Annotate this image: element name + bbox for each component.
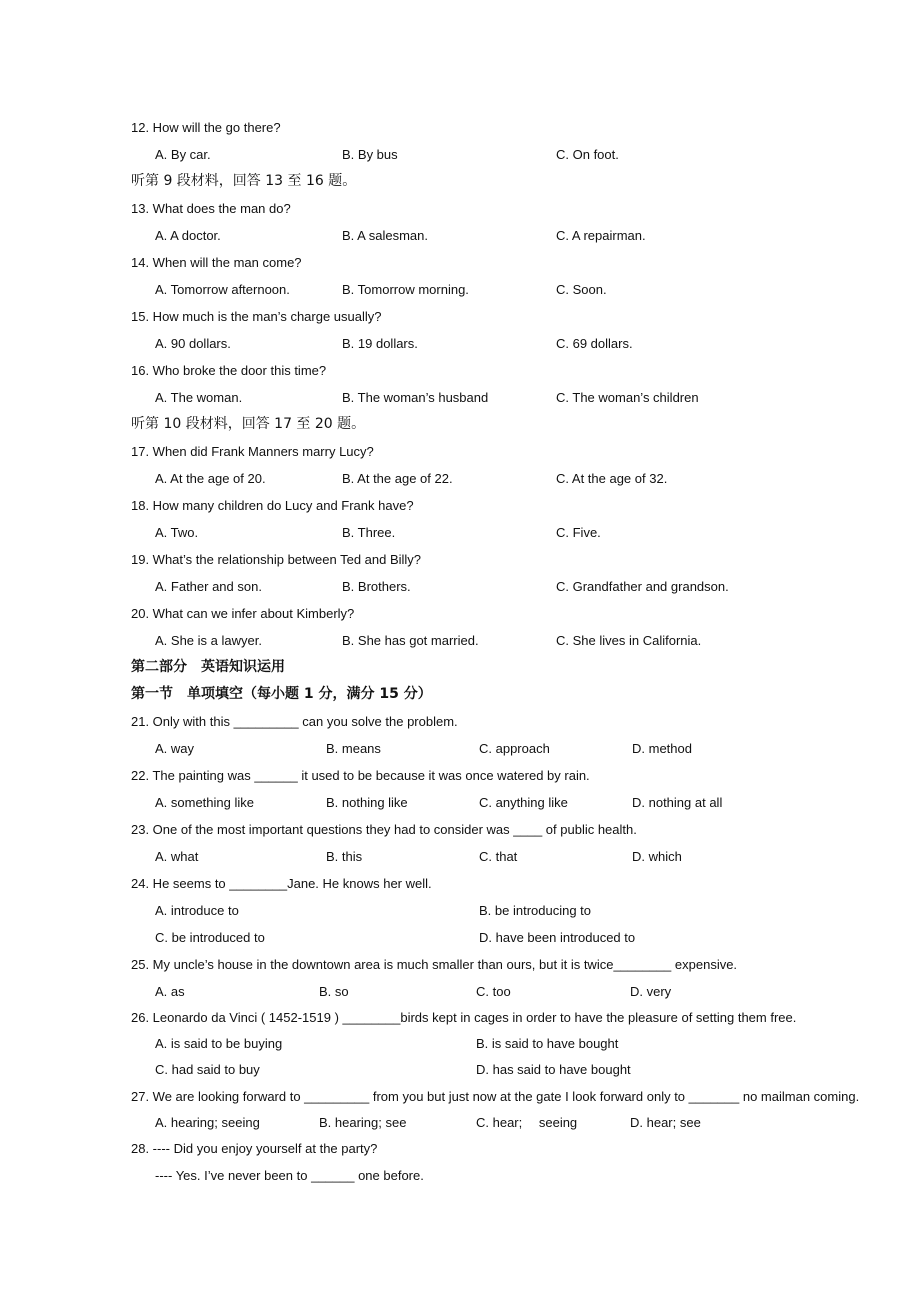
option-c: C. approach xyxy=(479,741,550,756)
question-16 xyxy=(0,357,920,384)
question-21 xyxy=(0,708,920,735)
option-a: A. The woman. xyxy=(155,390,243,405)
question-22 xyxy=(0,762,920,789)
question-stem: 21. Only with this _________ can you solve the problem. xyxy=(131,714,458,729)
question-20-options xyxy=(0,627,920,654)
option-b: B. nothing like xyxy=(326,795,408,810)
option-b: B. hearing; see xyxy=(319,1115,407,1130)
section-text: 听第 10 段材料，回答 17 至 20 题。 xyxy=(131,416,366,432)
option-a: A. something like xyxy=(155,795,254,810)
option-b: B. Three. xyxy=(342,525,396,540)
question-24 xyxy=(0,870,920,897)
option-c: C. that xyxy=(479,849,518,864)
question-28 xyxy=(0,1135,920,1162)
question-stem: 27. We are looking forward to _________ from you but just now at the gate I look forward only to _______ no mailman coming. xyxy=(131,1089,860,1104)
option-a: A. Father and son. xyxy=(155,579,262,594)
option-b: B. She has got married. xyxy=(342,633,479,648)
question-18-options xyxy=(0,519,920,546)
option-c: C. At the age of 32. xyxy=(556,471,668,486)
question-24-options-row2 xyxy=(0,924,920,951)
question-14-options xyxy=(0,276,920,303)
option-b: B. this xyxy=(326,849,363,864)
option-a: A. She is a lawyer. xyxy=(155,633,262,648)
question-16-options xyxy=(0,384,920,411)
option-b: B. At the age of 22. xyxy=(342,471,453,486)
option-a: A. is said to be buying xyxy=(155,1036,283,1051)
option-c: C. She lives in California. xyxy=(556,633,702,648)
question-23 xyxy=(0,816,920,843)
part-heading xyxy=(0,654,920,681)
option-b: B. A salesman. xyxy=(342,228,428,243)
question-stem: 13. What does the man do? xyxy=(131,201,291,216)
option-a: A. hearing; seeing xyxy=(155,1115,260,1130)
question-26-options-row2 xyxy=(0,1056,920,1083)
option-a: A. 90 dollars. xyxy=(155,336,231,351)
option-b: B. Tomorrow morning. xyxy=(342,282,469,297)
option-d: D. method xyxy=(632,741,692,756)
question-stem: 25. My uncle’s house in the downtown area is much smaller than ours, but it is twice________ expensive. xyxy=(131,957,738,972)
option-b: B. The woman’s husband xyxy=(342,390,489,405)
option-b: B. By bus xyxy=(342,147,398,162)
question-12 xyxy=(0,114,920,141)
option-a: A. At the age of 20. xyxy=(155,471,266,486)
question-stem: 12. How will the go there? xyxy=(131,120,281,135)
question-stem: 17. When did Frank Manners marry Lucy? xyxy=(131,444,374,459)
question-stem: 14. When will the man come? xyxy=(131,255,302,270)
question-stem: 16. Who broke the door this time? xyxy=(131,363,327,378)
option-c: C. Five. xyxy=(556,525,601,540)
question-stem: 26. Leonardo da Vinci ( 1452-1519 ) ________birds kept in cages in order to have the pleasure of setting them free. xyxy=(131,1010,797,1025)
section-heading-9 xyxy=(0,168,920,195)
question-25 xyxy=(0,951,920,978)
question-stem: 23. One of the most important questions they had to consider was ____ of public health. xyxy=(131,822,637,837)
question-stem: 22. The painting was ______ it used to be because it was once watered by rain. xyxy=(131,768,590,783)
option-d: D. nothing at all xyxy=(632,795,723,810)
question-24-options-row1 xyxy=(0,897,920,924)
dialogue-reply: ---- Yes. I’ve never been to ______ one before. xyxy=(155,1168,424,1183)
option-c: C. On foot. xyxy=(556,147,619,162)
question-27 xyxy=(0,1083,920,1110)
question-23-options xyxy=(0,843,920,870)
question-15 xyxy=(0,303,920,330)
question-17-options xyxy=(0,465,920,492)
option-c: C. A repairman. xyxy=(556,228,646,243)
question-20 xyxy=(0,600,920,627)
question-stem: 28. ---- Did you enjoy yourself at the party? xyxy=(131,1141,378,1156)
option-a: A. what xyxy=(155,849,199,864)
question-17 xyxy=(0,438,920,465)
question-stem: 19. What’s the relationship between Ted and Billy? xyxy=(131,552,422,567)
option-b: B. 19 dollars. xyxy=(342,336,418,351)
option-a: A. Two. xyxy=(155,525,199,540)
question-stem: 20. What can we infer about Kimberly? xyxy=(131,606,355,621)
question-19 xyxy=(0,546,920,573)
option-d: D. hear; see xyxy=(630,1115,701,1130)
question-13 xyxy=(0,195,920,222)
question-19-options xyxy=(0,573,920,600)
option-b: B. Brothers. xyxy=(342,579,411,594)
option-a: A. introduce to xyxy=(155,903,239,918)
section-heading xyxy=(0,681,920,708)
option-a: A. Tomorrow afternoon. xyxy=(155,282,290,297)
section-text: 听第 9 段材料，回答 13 至 16 题。 xyxy=(131,173,357,189)
question-26-options-row1 xyxy=(0,1030,920,1057)
option-c: C. Soon. xyxy=(556,282,607,297)
option-d: D. have been introduced to xyxy=(479,930,636,945)
question-21-options xyxy=(0,735,920,762)
option-a: A. By car. xyxy=(155,147,211,162)
option-a: A. A doctor. xyxy=(155,228,221,243)
option-c: C. hear; seeing xyxy=(476,1115,578,1130)
question-14 xyxy=(0,249,920,276)
option-a: A. way xyxy=(155,741,195,756)
question-12-options xyxy=(0,141,920,168)
question-18 xyxy=(0,492,920,519)
question-stem: 24. He seems to ________Jane. He knows her well. xyxy=(131,876,432,891)
question-13-options xyxy=(0,222,920,249)
question-stem: 15. How much is the man’s charge usually? xyxy=(131,309,382,324)
option-a: A. as xyxy=(155,984,185,999)
question-26 xyxy=(0,1004,920,1031)
part-title: 第二部分 英语知识运用 xyxy=(131,659,285,675)
option-c: C. be introduced to xyxy=(155,930,265,945)
section-heading-10 xyxy=(0,411,920,438)
question-25-options xyxy=(0,978,920,1005)
option-c: C. anything like xyxy=(479,795,568,810)
option-b: B. be introducing to xyxy=(479,903,592,918)
question-28-reply xyxy=(0,1162,920,1189)
option-c: C. The woman’s children xyxy=(556,390,699,405)
option-b: B. is said to have bought xyxy=(476,1036,619,1051)
question-stem: 18. How many children do Lucy and Frank have? xyxy=(131,498,414,513)
question-22-options xyxy=(0,789,920,816)
option-c: C. too xyxy=(476,984,511,999)
question-15-options xyxy=(0,330,920,357)
option-b: B. so xyxy=(319,984,349,999)
option-c: C. had said to buy xyxy=(155,1062,260,1077)
option-b: B. means xyxy=(326,741,381,756)
option-d: D. has said to have bought xyxy=(476,1062,631,1077)
question-27-options xyxy=(0,1109,920,1136)
option-d: D. very xyxy=(630,984,672,999)
option-c: C. Grandfather and grandson. xyxy=(556,579,729,594)
section-title: 第一节 单项填空（每小题 1 分，满分 15 分） xyxy=(131,686,432,702)
option-c: C. 69 dollars. xyxy=(556,336,633,351)
option-d: D. which xyxy=(632,849,682,864)
